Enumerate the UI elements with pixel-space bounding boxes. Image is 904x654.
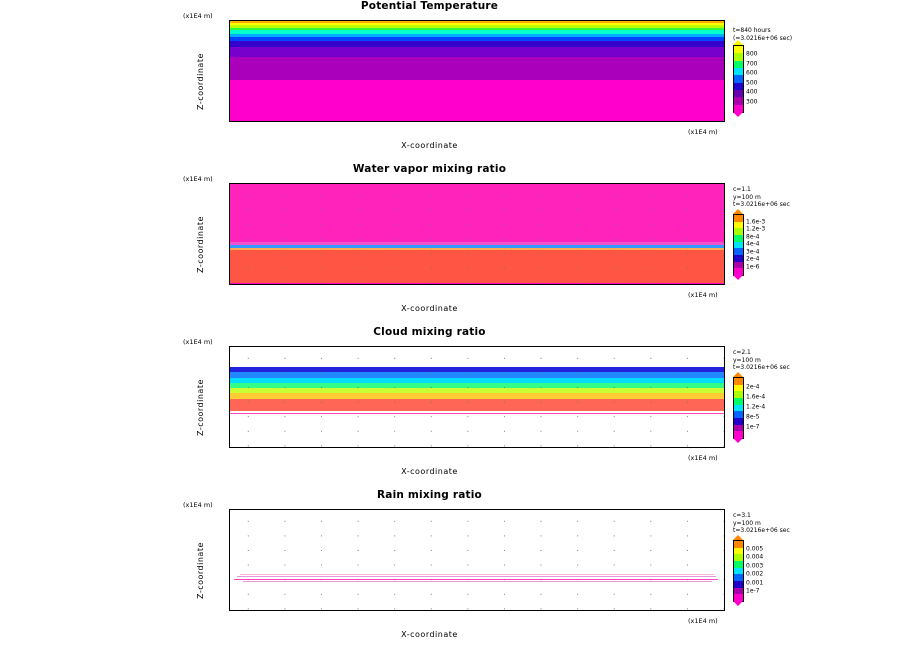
colorbar-top-arrow: [733, 40, 743, 45]
rain-contour-line: [234, 579, 718, 580]
x-axis-label: X-coordinate: [401, 467, 458, 476]
colorbar-tick-label: 1.6e-4: [746, 393, 766, 401]
x-tick-mark: [346, 121, 347, 122]
annotation-line: y=100 m: [733, 356, 761, 364]
colorbar-segment: [734, 105, 743, 112]
contour-band: [230, 411, 724, 413]
chart-panel-cloud: [0, 326, 904, 489]
x-tick-mark: [269, 121, 270, 122]
y-axis-unit: (x1E4 m): [183, 338, 213, 346]
x-tick-mark: [384, 610, 385, 611]
contour-band: [230, 23, 724, 25]
contour-band: [230, 248, 724, 250]
colorbar-bottom-arrow: [733, 112, 743, 117]
colorbar-top-arrow: [733, 372, 743, 377]
chart-panel-potential-temperature: [0, 0, 904, 163]
colorbar-segment: [734, 262, 743, 269]
contour-band: [230, 41, 724, 47]
contour-band: [230, 34, 724, 37]
x-tick-mark: [539, 447, 540, 448]
rain-contour-line: [237, 576, 716, 577]
chart-panel-rain: [0, 489, 904, 652]
contour-band: [230, 37, 724, 41]
colorbar-segment: [734, 554, 743, 561]
y-axis-unit: (x1E4 m): [183, 12, 213, 20]
colorbar-segment: [734, 581, 743, 588]
chart-title: Rain mixing ratio: [377, 489, 482, 501]
rain-contour-line: [240, 574, 714, 575]
annotation-line: t=840 hours: [733, 27, 771, 34]
contour-band: [230, 383, 724, 388]
contour-band: [230, 378, 724, 384]
contour-band: [230, 80, 724, 121]
colorbar-tick-label: 1e-7: [746, 423, 760, 431]
colorbar-tick-label: 1.2e-3: [746, 225, 766, 233]
colorbar-tick-label: 1e-6: [746, 263, 760, 270]
chart-title: Potential Temperature: [360, 0, 499, 12]
contour-band: [230, 28, 724, 31]
colorbar-segment: [734, 242, 743, 249]
x-tick-mark: [577, 284, 578, 285]
x-tick-mark: [384, 121, 385, 122]
contour-band: [230, 399, 724, 411]
x-axis-unit: (x1E4 m): [688, 617, 718, 625]
chart-title: Water vapor mixing ratio: [352, 163, 507, 175]
contour-band: [230, 250, 724, 283]
colorbar-annotation: [733, 349, 790, 372]
y-tick-mark: [229, 579, 230, 580]
colorbar-segment: [734, 248, 743, 255]
colorbar-tick-label: 400: [746, 88, 758, 96]
colorbar-tick-label: 8e-4: [746, 233, 760, 240]
x-tick-mark: [307, 284, 308, 285]
colorbar-segment: [734, 405, 743, 412]
x-tick-mark: [539, 121, 540, 122]
contour-band: [230, 510, 724, 610]
x-tick-mark: [577, 610, 578, 611]
colorbar-tick-label: 3e-4: [746, 248, 760, 255]
colorbar-segment: [734, 548, 743, 555]
y-axis-unit: (x1E4 m): [183, 175, 213, 183]
colorbar-tick-label: 0.003: [746, 562, 764, 570]
colorbar-segment: [734, 561, 743, 568]
annotation-line: (=3.0216e+06 sec): [733, 34, 793, 42]
colorbar-segment: [734, 97, 743, 104]
x-tick-mark: [269, 284, 270, 285]
colorbar-tick-label: 800: [746, 50, 758, 58]
y-axis-label: Z-coordinate: [196, 53, 205, 110]
contour-band: [230, 30, 724, 33]
plot-area: [229, 183, 725, 285]
colorbar-segment: [734, 46, 743, 53]
contour-band: [230, 372, 724, 378]
colorbar-segment: [734, 541, 743, 548]
plot-area: [229, 509, 725, 611]
y-axis-label: Z-coordinate: [196, 542, 205, 599]
colorbar-tick-label: 1.2e-4: [746, 403, 766, 411]
annotation-line: t=3.0216e+06 sec: [733, 527, 790, 534]
colorbar-segment: [734, 90, 743, 97]
contour-band: [230, 393, 724, 398]
colorbar-segment: [734, 53, 743, 60]
x-tick-mark: [346, 284, 347, 285]
chart-title: Cloud mixing ratio: [373, 326, 486, 338]
y-axis-label: Z-coordinate: [196, 216, 205, 273]
colorbar: [733, 377, 744, 439]
x-axis-label: X-coordinate: [401, 141, 458, 150]
x-tick-mark: [500, 284, 501, 285]
colorbar: [733, 540, 744, 602]
plot-area: [229, 346, 725, 448]
colorbar-tick-label: 0.002: [746, 570, 764, 578]
contour-band: [230, 57, 724, 80]
colorbar-segment: [734, 418, 743, 425]
x-tick-mark: [655, 284, 656, 285]
colorbar-tick-label: 2e-4: [746, 383, 760, 391]
annotation-line: y=100 m: [733, 519, 761, 527]
annotation-line: c=2.1: [733, 349, 751, 356]
x-tick-mark: [655, 610, 656, 611]
x-axis-unit: (x1E4 m): [688, 128, 718, 136]
colorbar-segment: [734, 268, 743, 275]
x-tick-mark: [693, 447, 694, 448]
colorbar-segment: [734, 568, 743, 575]
contour-band: [230, 414, 724, 447]
colorbar-tick-label: 0.004: [746, 553, 764, 561]
contour-band: [230, 25, 724, 28]
colorbar-segment: [734, 235, 743, 242]
colorbar-tick-label: 700: [746, 60, 758, 68]
colorbar-segment: [734, 255, 743, 262]
annotation-line: c=1.1: [733, 186, 751, 193]
x-tick-mark: [423, 447, 424, 448]
annotation-line: t=3.0216e+06 sec: [733, 364, 790, 371]
colorbar-segment: [734, 215, 743, 222]
colorbar-segment: [734, 391, 743, 398]
colorbar-tick-label: 600: [746, 69, 758, 77]
annotation-line: y=100 m: [733, 193, 761, 201]
y-tick-mark: [229, 548, 230, 549]
colorbar-annotation: [733, 186, 790, 209]
colorbar-segment: [734, 411, 743, 418]
y-tick-mark: [229, 416, 230, 417]
x-tick-mark: [693, 610, 694, 611]
rain-contour-line: [243, 581, 712, 582]
colorbar-segment: [734, 61, 743, 68]
colorbar-segment: [734, 588, 743, 595]
y-axis-unit: (x1E4 m): [183, 501, 213, 509]
x-tick-mark: [693, 121, 694, 122]
contour-band: [230, 184, 724, 242]
colorbar-bottom-arrow: [733, 601, 743, 606]
x-tick-mark: [384, 447, 385, 448]
x-axis-label: X-coordinate: [401, 304, 458, 313]
colorbar-segment: [734, 378, 743, 385]
x-tick-mark: [462, 284, 463, 285]
colorbar-tick-label: 2e-4: [746, 255, 760, 263]
y-tick-mark: [229, 385, 230, 386]
x-tick-mark: [616, 447, 617, 448]
contour-band: [230, 47, 724, 57]
colorbar-segment: [734, 228, 743, 235]
x-tick-mark: [655, 121, 656, 122]
colorbar-segment: [734, 68, 743, 75]
x-axis-unit: (x1E4 m): [688, 454, 718, 462]
colorbar-bottom-arrow: [733, 275, 743, 280]
colorbar-segment: [734, 594, 743, 601]
colorbar-tick-label: 500: [746, 79, 758, 87]
colorbar-segment: [734, 75, 743, 82]
y-tick-mark: [229, 90, 230, 91]
x-tick-mark: [307, 121, 308, 122]
colorbar: [733, 214, 744, 276]
x-tick-mark: [423, 121, 424, 122]
contour-band: [230, 245, 724, 248]
x-tick-mark: [346, 447, 347, 448]
contour-band: [230, 413, 724, 415]
colorbar-segment: [734, 222, 743, 229]
colorbar-segment: [734, 574, 743, 581]
contour-band: [230, 242, 724, 245]
x-axis-unit: (x1E4 m): [688, 291, 718, 299]
colorbar-tick-label: 8e-5: [746, 413, 760, 421]
y-axis-label: Z-coordinate: [196, 379, 205, 436]
x-tick-mark: [384, 284, 385, 285]
x-tick-mark: [500, 121, 501, 122]
x-tick-mark: [423, 610, 424, 611]
colorbar-tick-label: 0.001: [746, 579, 764, 587]
contour-band: [230, 21, 724, 23]
x-tick-mark: [307, 447, 308, 448]
chart-panel-water-vapor: [0, 163, 904, 326]
x-tick-mark: [307, 610, 308, 611]
x-tick-mark: [539, 284, 540, 285]
contour-band: [230, 388, 724, 393]
annotation-line: c=3.1: [733, 512, 751, 519]
colorbar-segment: [734, 83, 743, 90]
colorbar-segment: [734, 398, 743, 405]
colorbar: [733, 45, 744, 113]
x-tick-mark: [462, 610, 463, 611]
x-axis-label: X-coordinate: [401, 630, 458, 639]
colorbar-bottom-arrow: [733, 438, 743, 443]
colorbar-tick-label: 4e-4: [746, 240, 760, 248]
colorbar-segment: [734, 385, 743, 392]
colorbar-tick-label: 1.6e-3: [746, 218, 766, 225]
y-tick-mark: [229, 59, 230, 60]
y-tick-mark: [229, 253, 230, 254]
x-tick-mark: [616, 610, 617, 611]
colorbar-tick-label: 0.005: [746, 545, 764, 553]
x-tick-mark: [269, 610, 270, 611]
x-tick-mark: [655, 447, 656, 448]
colorbar-tick-label: 1e-7: [746, 587, 760, 595]
contour-band: [230, 367, 724, 372]
plot-area: [229, 20, 725, 122]
colorbar-segment: [734, 425, 743, 432]
x-tick-mark: [539, 610, 540, 611]
colorbar-top-arrow: [733, 535, 743, 540]
x-tick-mark: [500, 447, 501, 448]
x-tick-mark: [500, 610, 501, 611]
x-tick-mark: [577, 121, 578, 122]
x-tick-mark: [693, 284, 694, 285]
annotation-line: t=3.0216e+06 sec: [733, 201, 790, 208]
x-tick-mark: [346, 610, 347, 611]
contour-band: [230, 283, 724, 284]
x-tick-mark: [616, 284, 617, 285]
x-tick-mark: [423, 284, 424, 285]
y-tick-mark: [229, 222, 230, 223]
colorbar-top-arrow: [733, 209, 743, 214]
colorbar-annotation: [733, 512, 790, 535]
x-tick-mark: [462, 121, 463, 122]
contour-band: [230, 347, 724, 367]
x-tick-mark: [269, 447, 270, 448]
x-tick-mark: [577, 447, 578, 448]
colorbar-tick-label: 300: [746, 98, 758, 106]
x-tick-mark: [616, 121, 617, 122]
x-tick-mark: [462, 447, 463, 448]
y-tick-mark: [229, 27, 230, 28]
colorbar-segment: [734, 431, 743, 438]
